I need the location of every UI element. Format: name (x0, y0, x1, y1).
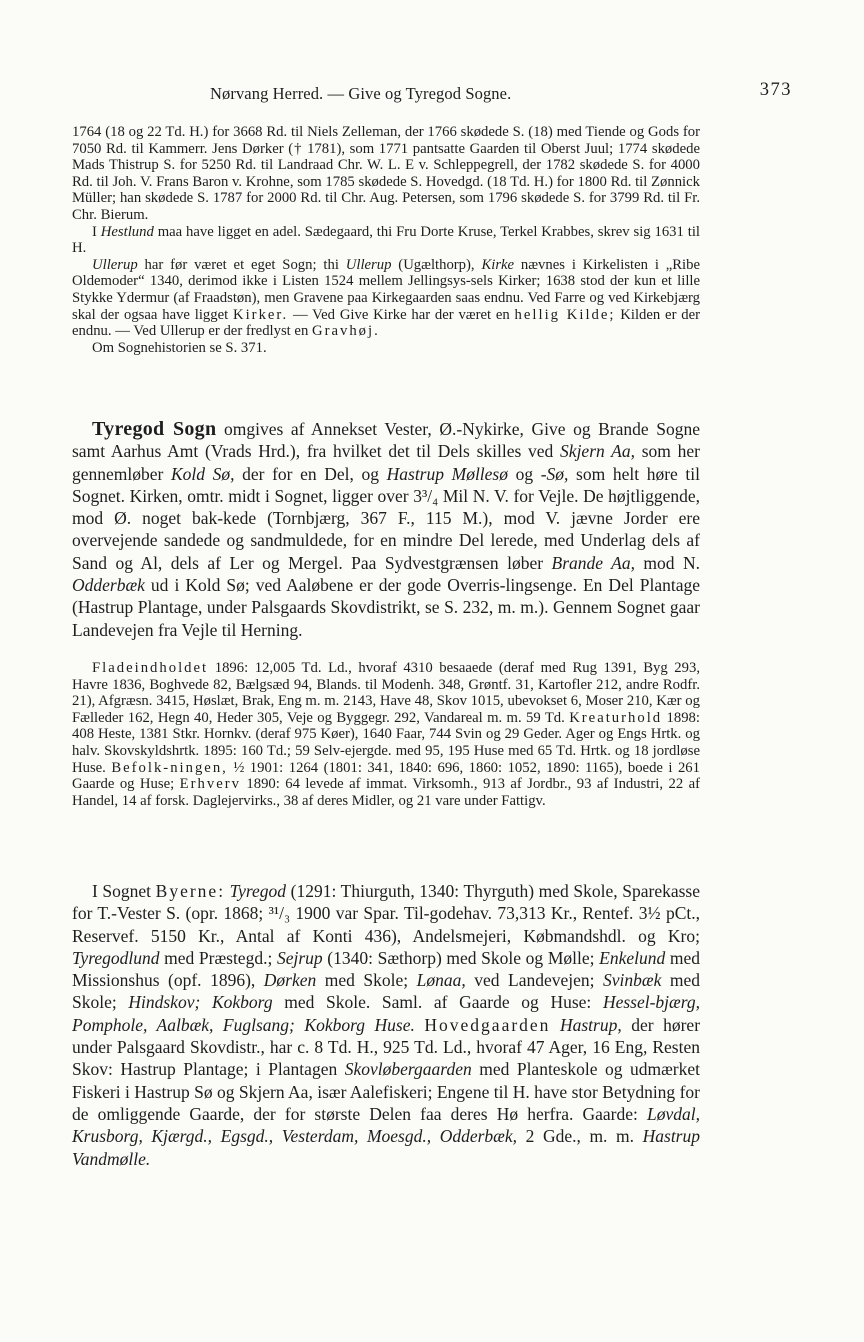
tyregod-statistics (72, 660, 700, 809)
page-number: 373 (759, 80, 792, 100)
give-section-continuation (72, 124, 700, 356)
section-heading: Tyregod Sogn (92, 418, 217, 440)
header-title: Nørvang Herred. — Give og Tyregod Sogne. (210, 84, 512, 103)
paragraph-statistics: Fladeindholdet 1896: 12,005 Td. Ld., hvoraf 4310 besaaede (deraf med Rug 1391, Byg 293, Havre 1836, Boghvede 82, Bælgsæd 94, Blands. til Modenh. 348, Grøntf. 31, Kartofler 212, andre Rodfr. 21), Afgræsn. 3415, Høslæt, Brak, Eng m. m. 2143, Have 48, Skov 1015, ubevokset 6, Moser 210, Kær og Fælleder 162, Hegn 40, Heder 305, Veje og Byggegr. 292, Vandareal m. m. 59 Td. Kreaturhold 1898: 408 Heste, 1381 Stkr. Hornkv. (deraf 975 Køer), 1640 Faar, 744 Svin og 29 Geder. Ager og Engs Hrtk. og halv. Skovskyldshrtk. 1895: 160 Td.; 59 Selv-ejergde. med 95, 195 Huse med 65 Td. Hrtk. og 18 jordløse Huse. Befolk-ningen, ½ 1901: 1264 (1801: 341, 1840: 696, 1860: 1052, 1890: 1165), boede i 261 Gaarde og Huse; Erhverv 1890: 64 levede af immat. Virksomh., 913 af Jordbr., 93 af Industri, 22 af Handel, 14 af forsk. Daglejervirks., 38 af deres Midler, og 21 vare under Fattigv. (72, 660, 700, 809)
term: Kirke (481, 256, 515, 273)
paragraph-villages: I Sognet Byerne: Tyregod (1291: Thiurguth, 1340: Thyrguth) med Skole, Sparekasse for T.-Vester S. (opr. 1868; ³¹/₃ 1900 var Spar. Til-godehav. 73,313 Kr., Rentef. 3½ pCt., Reservef. 5150 Kr., Antal af Konti 436), Andelsmejeri, Købmandshdl. og Kro; Tyregodlund med Præstegd.; Sejrup (1340: Sæthorp) med Skole og Mølle; Enkelund med Missionshus (opf. 1896), Dørken med Skole; Lønaa, ved Landevejen; Svinbæk med Skole; Hindskov; Kokborg med Skole. Saml. af Gaarde og Huse: Hessel-bjærg, Pomphole, Aalbæk, Fuglsang; Kokborg Huse. Hovedgaarden Hastrup, der hører under Palsgaard Skovdistr., har c. 8 Td. H., 925 Td. Ld., hvoraf 47 Ager, 16 Eng, Resten Skov: Hastrup Plantage; i Plantagen Skovløbergaarden med Planteskole og udmærket Fiskeri i Hastrup Sø og Skjern Aa, især Aalefiskeri; Engene til H. have stor Betydning for de omliggende Gaarde, der for største Delen faa deres Hø herfra. Gaarde: Løvdal, Krusborg, Kjærgd., Egsgd., Vesterdam, Moesgd., Odderbæk, 2 Gde., m. m. Hastrup Vandmølle. (72, 881, 701, 1169)
paragraph-hestlund: I Hestlund maa have ligget en adel. Sædegaard, thi Fru Dorte Kruse, Terkel Krabbes, skrev sig 1631 til H. (72, 223, 700, 257)
place-name: Ullerup (345, 256, 392, 273)
paragraph-ullerup: Ullerup har før været et eget Sogn; thi Ullerup (Ugælthorp), Kirke nævnes i Kirkelisten i „Ribe Oldemoder“ 1340, derimod ikke i Listen 1524 mellem Jellingsys-sels Kirker; 1638 stod der kun et lille Stykke Ydermur (af Fraadstøn), men Gravene paa Kirkegaarden saas endnu. Ved Farre og ved Kirkebjærg skal der ogsaa have ligget Kirker. — Ved Give Kirke har der været en hellig Kilde; Kilden er der endnu. — Ved Ullerup er der fredlyst en Gravhøj. (72, 256, 701, 340)
spaced-term: hellig Kilde; (514, 306, 616, 323)
paragraph-seigneury-history: 1764 (18 og 22 Td. H.) for 3668 Rd. til Niels Zelleman, der 1766 skødede S. (18) med Tiende og Gods for 7050 Rd. til Kammerr. Jens Dørker († 1781), som 1771 pantsatte Gaarden til Oberst Juul; 1774 skødede Mads Thistrup S. for 5250 Rd. til Landraad Chr. W. L. E v. Schleppegrell, der 1782 skødede S. for 4000 Rd. til Joh. V. Frans Baron v. Krohne, som 1785 skødede S. Hovedgd. (18 Td. H.) for 1800 Rd. til Zønnick Müller; han skødede S. 1787 for 2000 Rd. til Chr. Aug. Petersen, som 1796 skødede S. for 3799 Rd. til Fr. Chr. Bierum. (72, 124, 700, 223)
tyregod-villages (72, 880, 700, 1170)
tyregod-section (72, 418, 700, 641)
spaced-term: Kirker. (232, 306, 289, 323)
running-header (72, 78, 792, 106)
place-name: Hestlund (100, 223, 154, 240)
paragraph-tyregod-description: Tyregod Sogn omgives af Annekset Vester, Ø.-Nykirke, Give og Brande Sogne samt Aarhus Amt (Vrads Hrd.), fra hvilket det til Dels skilles ved Skjern Aa, som her gennemløber Kold Sø, der for en Del, og Hastrup Møllesø og -Sø, som helt høre til Sognet. Kirken, omtr. midt i Sognet, ligger over 3³/₄ Mil N. V. for Vejle. De højtliggende, mod Ø. noget bak-kede (Tornbjærg, 367 F., 115 M.), mod V. jævne Jorder ere overvejende sandede og sandmuldede, for en mindre Del lerede, med Underlag dels af Sand og Al, dels af Ler og Mergel. Paa Sydvestgrænsen løber Brande Aa, mod N. Odderbæk ud i Kold Sø; ved Aaløbene er der gode Overris-lingsenge. En Del Plantage (Hastrup Plantage, under Palsgaards Skovdistrikt, se S. 232, m. m.). Gennem Sognet gaar Landevejen fra Vejle til Herning. (72, 418, 701, 640)
place-name: Ullerup (92, 256, 138, 273)
spaced-term: Gravhøj. (311, 323, 380, 340)
paragraph-reference: Om Sognehistorien se S. 371. (92, 339, 267, 356)
